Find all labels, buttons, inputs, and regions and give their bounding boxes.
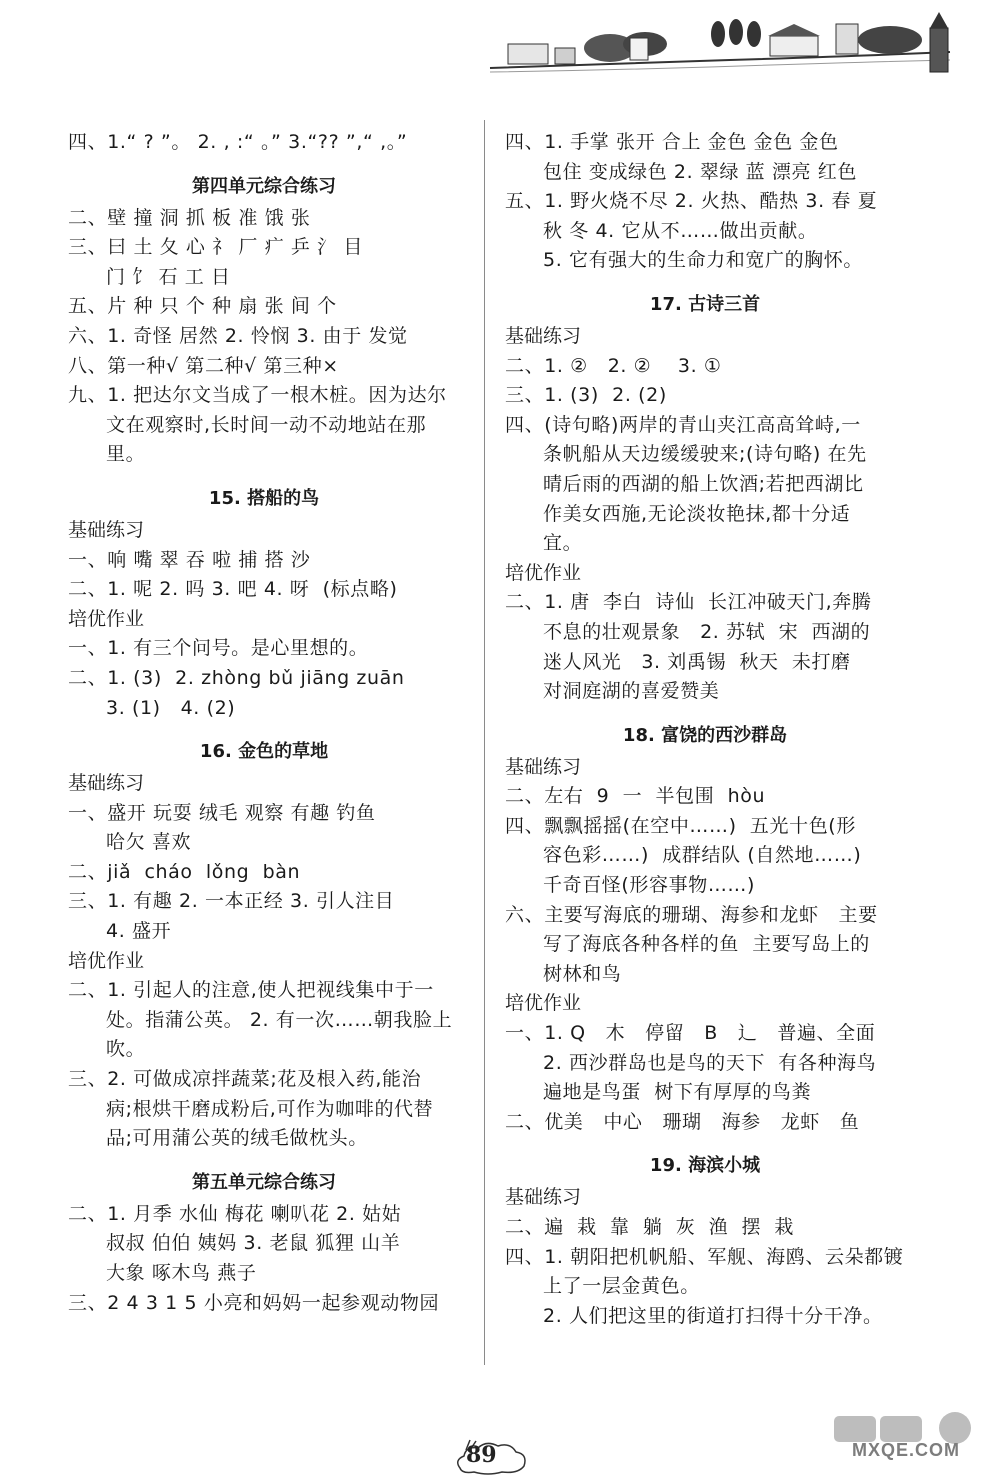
subsection-label: 培优作业 [505, 992, 582, 1015]
answer-line: 3. (1) 4. (2) [106, 696, 236, 719]
town-banner-illustration [480, 10, 980, 90]
answer-line: 树林和鸟 [543, 962, 622, 985]
subsection-label: 培优作业 [68, 607, 145, 630]
section-title: 18. 富饶的西沙群岛 [622, 724, 788, 746]
answer-line: 一、1. Q 木 停留 B 辶 普遍、全面 [505, 1022, 876, 1045]
answer-line: 一、盛开 玩耍 绒毛 观察 有趣 钓鱼 [68, 801, 376, 824]
answer-line: 遍地是鸟蛋 树下有厚厚的鸟粪 [543, 1081, 812, 1104]
answer-line: 六、主要写海底的珊瑚、海参和龙虾 主要 [505, 903, 878, 926]
answer-line: 八、第一种√ 第二种√ 第三种× [68, 354, 339, 377]
answer-line: 二、壁 撞 洞 抓 板 准 饿 张 [68, 206, 311, 229]
answer-line: 2. 人们把这里的街道打扫得十分干净。 [543, 1304, 883, 1327]
section-title: 15. 搭船的鸟 [208, 487, 320, 509]
answer-line: 五、片 种 只 个 种 扇 张 间 个 [68, 295, 337, 318]
subsection-label: 基础练习 [505, 1186, 582, 1209]
subsection-label: 培优作业 [68, 949, 145, 972]
answer-line: 二、1. ② 2. ② 3. ① [505, 354, 722, 377]
answer-line: 一、响 嘴 翠 吞 啦 捕 搭 沙 [68, 548, 311, 571]
section-title: 19. 海滨小城 [649, 1155, 761, 1177]
section-title: 第五单元综合练习 [192, 1171, 336, 1193]
answer-line: 二、优美 中心 珊瑚 海参 龙虾 鱼 [505, 1110, 860, 1133]
answer-line: 作美女西施,无论淡妆艳抹,都十分适 [543, 502, 851, 525]
answer-line: 一、1. 有三个问号。是心里想的。 [68, 637, 369, 660]
answer-line: 写了海底各种各样的鱼 主要写岛上的 [543, 933, 870, 956]
right-column [505, 128, 905, 1331]
answer-line: 二、1. 呢 2. 吗 3. 吧 4. 呀 (标点略) [68, 578, 398, 601]
answer-line: 四、(诗句略)两岸的青山夹江高高耸峙,一 [505, 413, 861, 436]
answer-line: 四、1.“ ? ”。 2. , :“ 。” 3.“?? ”,“ ,。” [68, 131, 408, 153]
answer-line: 对洞庭湖的喜爱赞美 [543, 680, 720, 703]
answer-line: 4. 盛开 [106, 920, 172, 943]
left-column [68, 128, 460, 1318]
answer-line: 包住 变成绿色 2. 翠绿 蓝 漂亮 红色 [543, 160, 857, 183]
subsection-label: 基础练习 [68, 772, 145, 795]
answer-line: 文在观察时,长时间一动不动地站在那 [106, 413, 427, 436]
answer-line: 秋 冬 4. 它从不……做出贡献。 [543, 219, 818, 242]
answer-line: 四、1. 朝阳把机帆船、军舰、海鸥、云朵都镀 [505, 1245, 904, 1268]
section-title: 第四单元综合练习 [192, 175, 336, 197]
answer-line: 迷人风光 3. 刘禹锡 秋天 未打磨 [543, 650, 851, 673]
answer-line: 六、1. 奇怪 居然 2. 怜悯 3. 由于 发觉 [68, 324, 408, 347]
answer-line: 处。指蒲公英。 2. 有一次……朝我脸上 [106, 1008, 453, 1031]
answer-line: 5. 它有强大的生命力和宽广的胸怀。 [543, 249, 863, 272]
answer-line: 容色彩……) 成群结队 (自然地……) [543, 844, 862, 867]
answer-line: 九、1. 把达尔文当成了一根木桩。因为达尔 [68, 384, 447, 407]
answer-line: 三、2. 可做成凉拌蔬菜;花及根入药,能治 [68, 1068, 422, 1091]
answer-line: 二、1. (3) 2. zhòng bǔ jiāng zuān [68, 666, 405, 689]
answer-line: 病;根烘干磨成粉后,可作为咖啡的代替 [106, 1097, 434, 1120]
answer-line: 四、1. 手掌 张开 合上 金色 金色 金色 [505, 131, 839, 153]
answer-line: 上了一层金黄色。 [543, 1275, 700, 1298]
answer-line: 宜。 [543, 532, 583, 555]
answer-line: 二、遍 栽 靠 躺 灰 渔 摆 栽 [505, 1216, 794, 1238]
answer-line: 品;可用蒲公英的绒毛做枕头。 [106, 1127, 368, 1150]
answer-line: 二、1. 月季 水仙 梅花 喇叭花 2. 姑姑 [68, 1202, 402, 1225]
subsection-label: 基础练习 [505, 755, 582, 778]
watermark-text: MXQE.COM [852, 1440, 961, 1460]
answer-line: 二、1. 唐 李白 诗仙 长江冲破天门,奔腾 [505, 591, 872, 614]
answer-line: 二、1. 引起人的注意,使人把视线集中于一 [68, 979, 434, 1002]
answer-line: 三、曰 土 夂 心 礻 厂 疒 乒 氵 目 [68, 236, 363, 259]
answer-line: 哈欠 喜欢 [106, 831, 192, 854]
answer-line: 门 饣 石 工 日 [106, 265, 231, 288]
subsection-label: 基础练习 [68, 518, 145, 541]
answer-line: 五、1. 野火烧不尽 2. 火热、酷热 3. 春 夏 [505, 190, 878, 213]
answer-line: 二、左右 9 一 半包围 hòu [505, 785, 766, 808]
answer-line: 三、1. 有趣 2. 一本正经 3. 引人注目 [68, 890, 395, 913]
answer-line: 吹。 [106, 1038, 146, 1061]
section-title: 16. 金色的草地 [199, 741, 329, 763]
subsection-label: 基础练习 [505, 324, 582, 347]
subsection-label: 培优作业 [505, 561, 582, 584]
answer-line: 二、jiǎ cháo lǒng bàn [68, 860, 301, 883]
answer-line: 晴后雨的西湖的船上饮酒;若把西湖比 [543, 472, 864, 495]
answer-line: 大象 啄木鸟 燕子 [106, 1262, 257, 1284]
answer-line: 里。 [106, 443, 146, 466]
answer-line: 2. 西沙群岛也是鸟的天下 有各种海鸟 [543, 1051, 877, 1074]
answer-line: 条帆船从天边缓缓驶来;(诗句略) 在先 [543, 443, 867, 466]
column-divider [484, 120, 485, 1365]
section-title: 17. 古诗三首 [649, 293, 761, 315]
answer-line: 三、1. (3) 2. (2) [505, 384, 667, 407]
page-number: 89 [466, 1442, 497, 1468]
answer-line: 三、2 4 3 1 5 小亮和妈妈一起参观动物园 [68, 1291, 440, 1314]
answer-line: 叔叔 伯伯 姨妈 3. 老鼠 狐狸 山羊 [106, 1232, 401, 1255]
answer-line: 四、飘飘摇摇(在空中……) 五光十色(形 [505, 814, 856, 837]
answer-line: 不息的壮观景象 2. 苏轼 宋 西湖的 [543, 620, 871, 643]
answer-line: 千奇百怪(形容事物……) [543, 874, 756, 897]
